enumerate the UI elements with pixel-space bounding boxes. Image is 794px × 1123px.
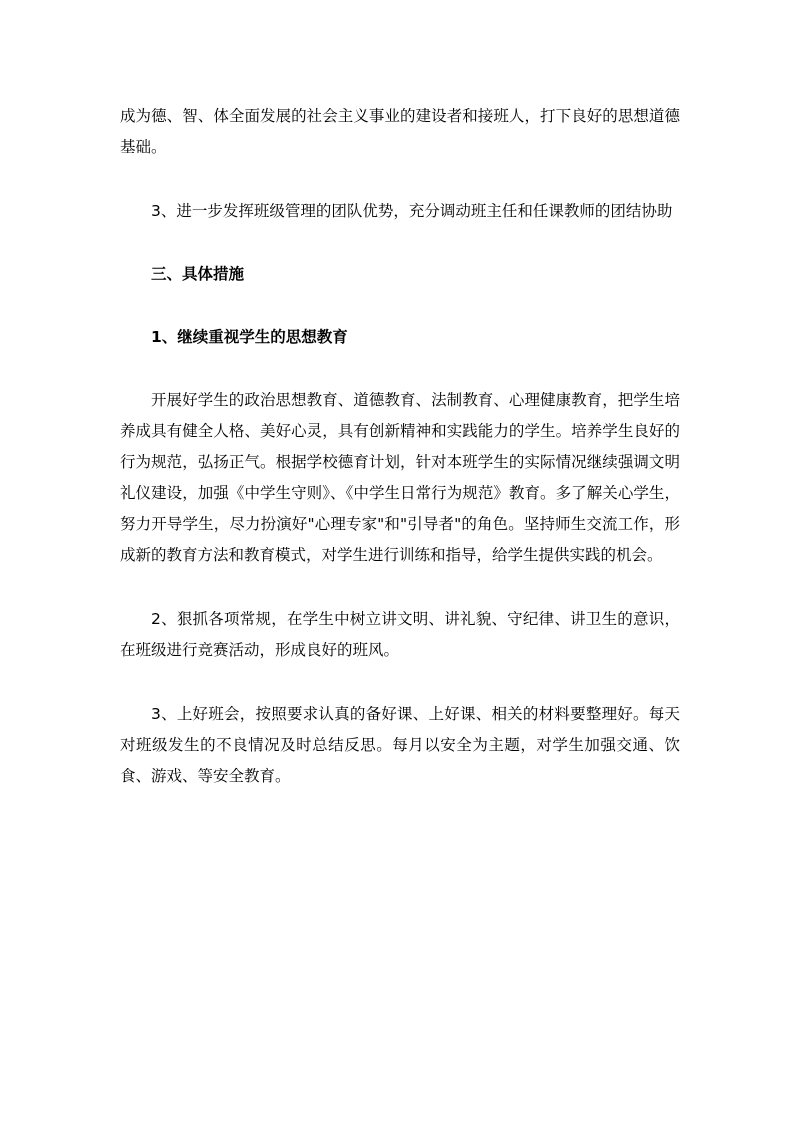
document-body: [120, 101, 680, 792]
paragraph-class-meetings: 3、上好班会，按照要求认真的备好课、上好课、相关的材料要整理好。每天对班级发生的不良情况及时总结反思。每月以安全为主题，对学生加强交通、饮食、游戏、等安全教育。: [120, 705, 680, 785]
section-heading-measures: 三、具体措施: [151, 265, 245, 283]
subheading-ideological-education: 1、继续重视学生的思想教育: [151, 328, 348, 346]
paragraph-routines: 2、狠抓各项常规，在学生中树立讲文明、讲礼貌、守纪律、讲卫生的意识，在班级进行竞赛活动，形成良好的班风。: [120, 610, 680, 659]
paragraph-goal-3: 3、进一步发挥班级管理的团队优势，充分调动班主任和任课教师的团结协助: [151, 202, 673, 220]
paragraph-ideological-education: 开展好学生的政治思想教育、道德教育、法制教育、心理健康教育，把学生培养成具有健全人格、美好心灵，具有创新精神和实践能力的学生。培养学生良好的行为规范，弘扬正气。根据学校德育计划，针对本班学生的实际情况继续强调文明礼仪建设，加强《中学生守则》、《中学生日常行为规范》教育。多了解关心学生，努力开导学生，尽力扮演好"心理专家"和"引导者"的角色。坚持师生交流工作，形成新的教育方法和教育模式，对学生进行训练和指导，给学生提供实践的机会。: [120, 391, 680, 564]
paragraph-goal-continuation: 成为德、智、体全面发展的社会主义事业的建设者和接班人，打下良好的思想道德基础。: [120, 107, 680, 156]
